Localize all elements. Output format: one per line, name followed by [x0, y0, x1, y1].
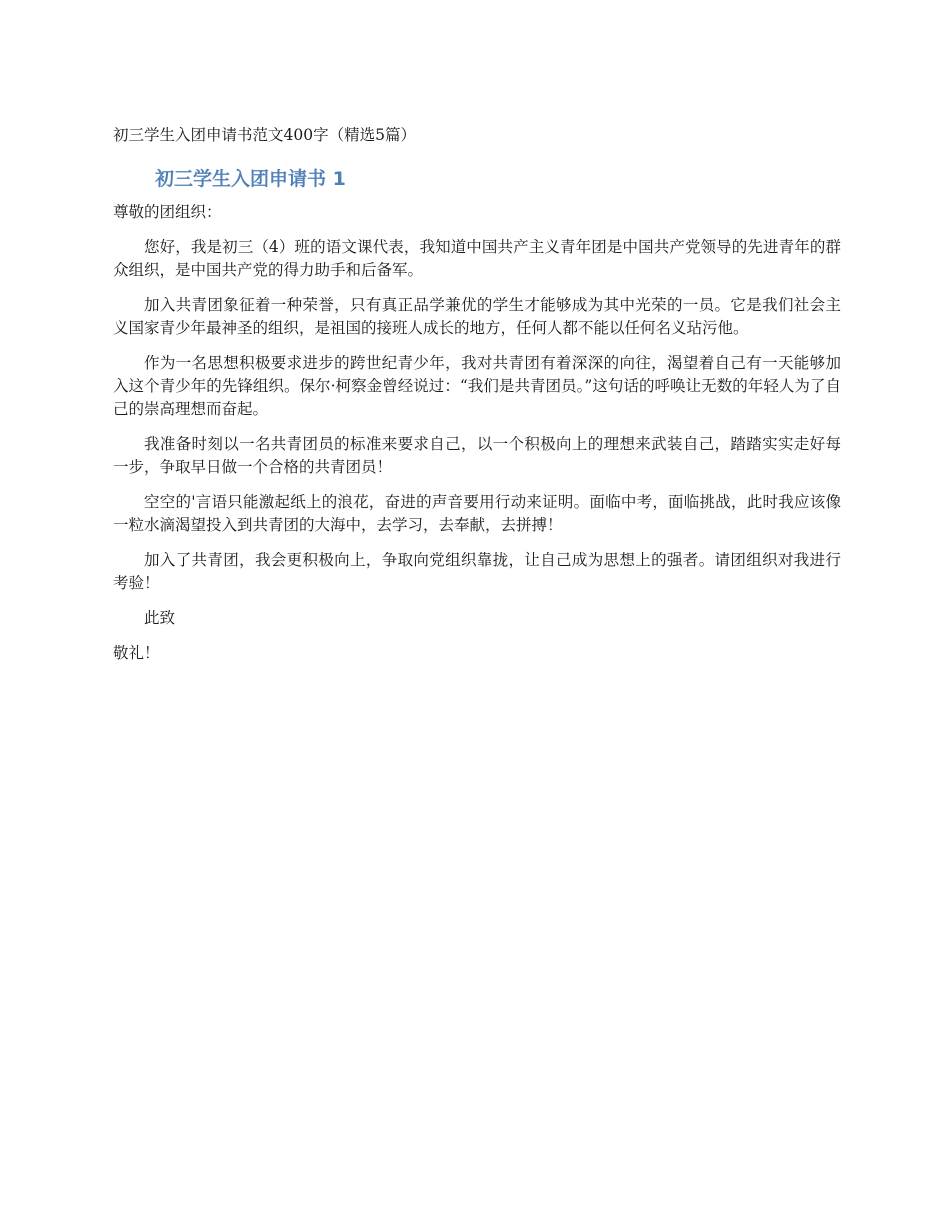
paragraph: 加入了共青团，我会更积极向上，争取向党组织靠拢，让自己成为思想上的强者。请团组织对我进行考验！ — [113, 551, 841, 592]
paragraph: 我准备时刻以一名共青团员的标准来要求自己，以一个积极向上的理想来武装自己，踏踏实实走好每一步，争取早日做一个合格的共青团员！ — [113, 435, 841, 476]
document-body — [113, 124, 841, 665]
section-heading: 初三学生入团申请书 1 — [155, 168, 346, 190]
paragraph: 加入共青团象征着一种荣誉，只有真正品学兼优的学生才能够成为其中光荣的一员。它是我们社会主义国家青少年最神圣的组织，是祖国的接班人成长的地方，任何人都不能以任何名义玷污他。 — [113, 296, 841, 337]
closing-line: 此致 — [144, 609, 176, 627]
salutation: 尊敬的团组织： — [113, 203, 222, 221]
paragraph: 空空的'言语只能激起纸上的浪花，奋进的声音要用行动来证明。面临中考，面临挑战，此时我应该像一粒水滴渴望投入到共青团的大海中，去学习，去奉献，去拼搏！ — [113, 493, 841, 534]
document-title: 初三学生入团申请书范文400字（精选5篇） — [113, 126, 416, 144]
regards-line: 敬礼！ — [113, 644, 160, 662]
paragraph: 您好，我是初三（4）班的语文课代表，我知道中国共产主义青年团是中国共产党领导的先进青年的群众组织，是中国共产党的得力助手和后备军。 — [113, 238, 841, 279]
paragraph: 作为一名思想积极要求进步的跨世纪青少年，我对共青团有着深深的向往，渴望着自己有一天能够加入这个青少年的先锋组织。保尔·柯察金曾经说过：“我们是共青团员。”这句话的呼唤让无数的年轻人为了自己的崇高理想而奋起。 — [113, 354, 841, 418]
